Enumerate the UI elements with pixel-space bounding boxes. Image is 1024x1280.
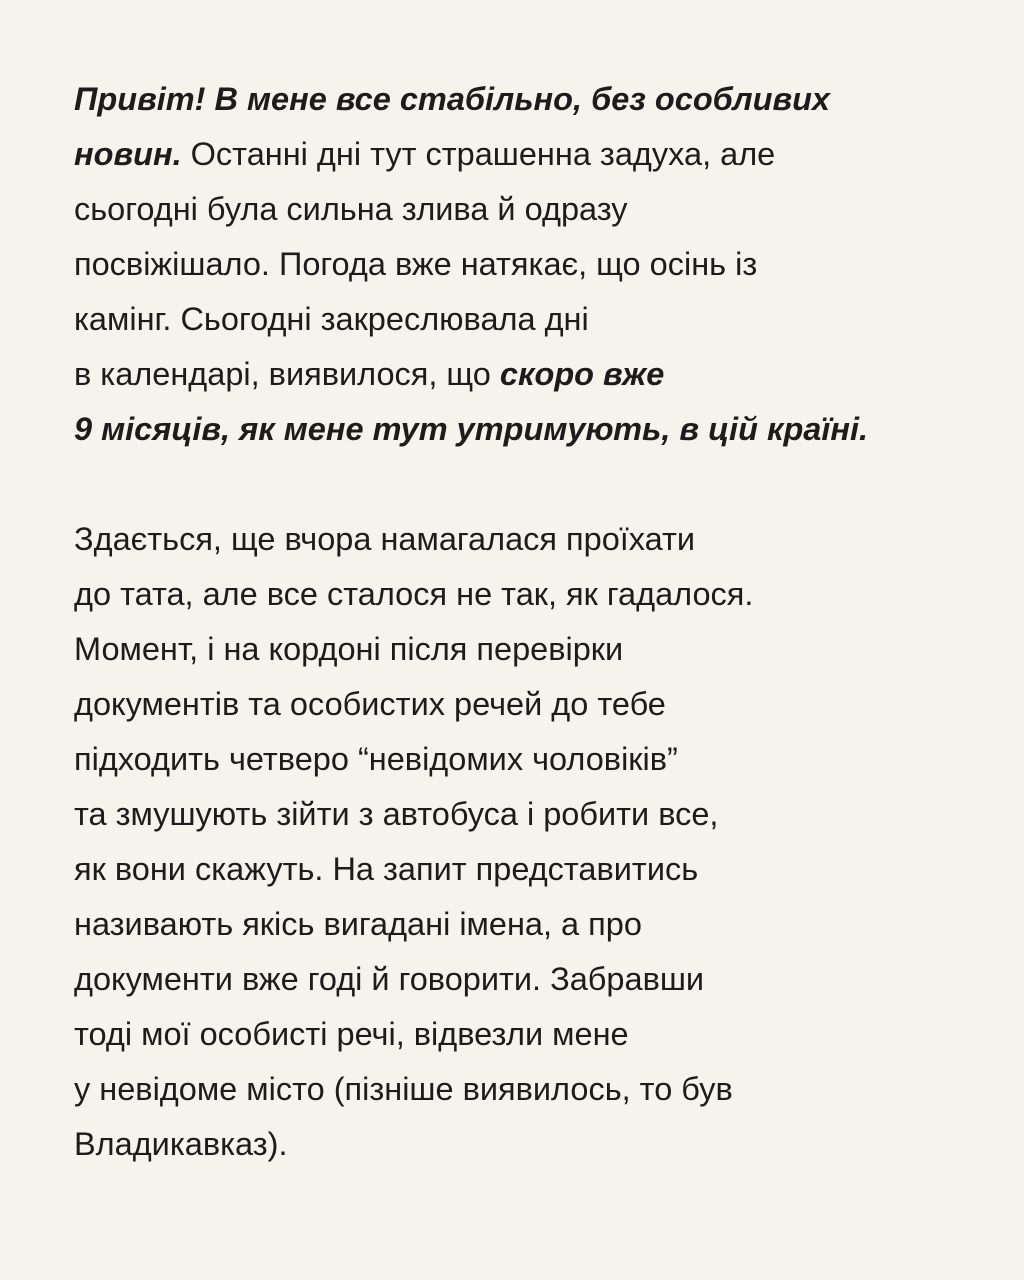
paragraph-1-line-6 <box>74 347 974 402</box>
paragraph-1-line-3: сьогодні була сильна злива й одразу <box>74 191 628 227</box>
months-bold: 9 місяців, як мене тут утримують, в цій країні. <box>74 411 869 447</box>
paragraph-1-line-1 <box>74 72 974 127</box>
paragraph-2-line: у невідоме місто (пізніше виявилось, то був <box>74 1071 733 1107</box>
news-bold: новин. <box>74 136 182 172</box>
letter-text <box>74 72 974 1172</box>
line-6-bold: скоро вже <box>499 356 665 392</box>
paragraph-1-line-5: камінг. Сьогодні закреслювала дні <box>74 301 589 337</box>
paragraph-2-line: Момент, і на кордоні після перевірки <box>74 631 624 667</box>
paragraph-2-line: тоді мої особисті речі, відвезли мене <box>74 1016 629 1052</box>
paragraph-2-line: та змушують зійти з автобуса і робити все, <box>74 796 719 832</box>
paragraph-2-line: Здається, ще вчора намагалася проїхати <box>74 521 696 557</box>
paragraph-1 <box>74 72 974 457</box>
line-2-text: Останні дні тут страшенна задуха, але <box>181 136 776 172</box>
paragraph-1-line-7 <box>74 402 974 457</box>
paragraph-1-line-4: посвіжішало. Погода вже натякає, що осінь із <box>74 246 758 282</box>
paragraph-gap <box>74 457 974 512</box>
paragraph-1-line-2 <box>74 127 974 182</box>
paragraph-2-line: документів та особистих речей до тебе <box>74 686 666 722</box>
paragraph-2-line: як вони скажуть. На запит представитись <box>74 851 699 887</box>
paragraph-2-line: до тата, але все сталося не так, як гадалося. <box>74 576 754 612</box>
line-6-text: в календарі, виявилося, що <box>74 356 500 392</box>
paragraph-2 <box>74 512 974 1172</box>
greeting-bold: Привіт! В мене все стабільно, без особливих <box>74 81 831 117</box>
paragraph-2-line: називають якісь вигадані імена, а про <box>74 906 642 942</box>
paragraph-2-line: Владикавказ). <box>74 1126 288 1162</box>
paragraph-2-line: документи вже годі й говорити. Забравши <box>74 961 705 997</box>
paragraph-2-line: підходить четверо “невідомих чоловіків” <box>74 741 678 777</box>
